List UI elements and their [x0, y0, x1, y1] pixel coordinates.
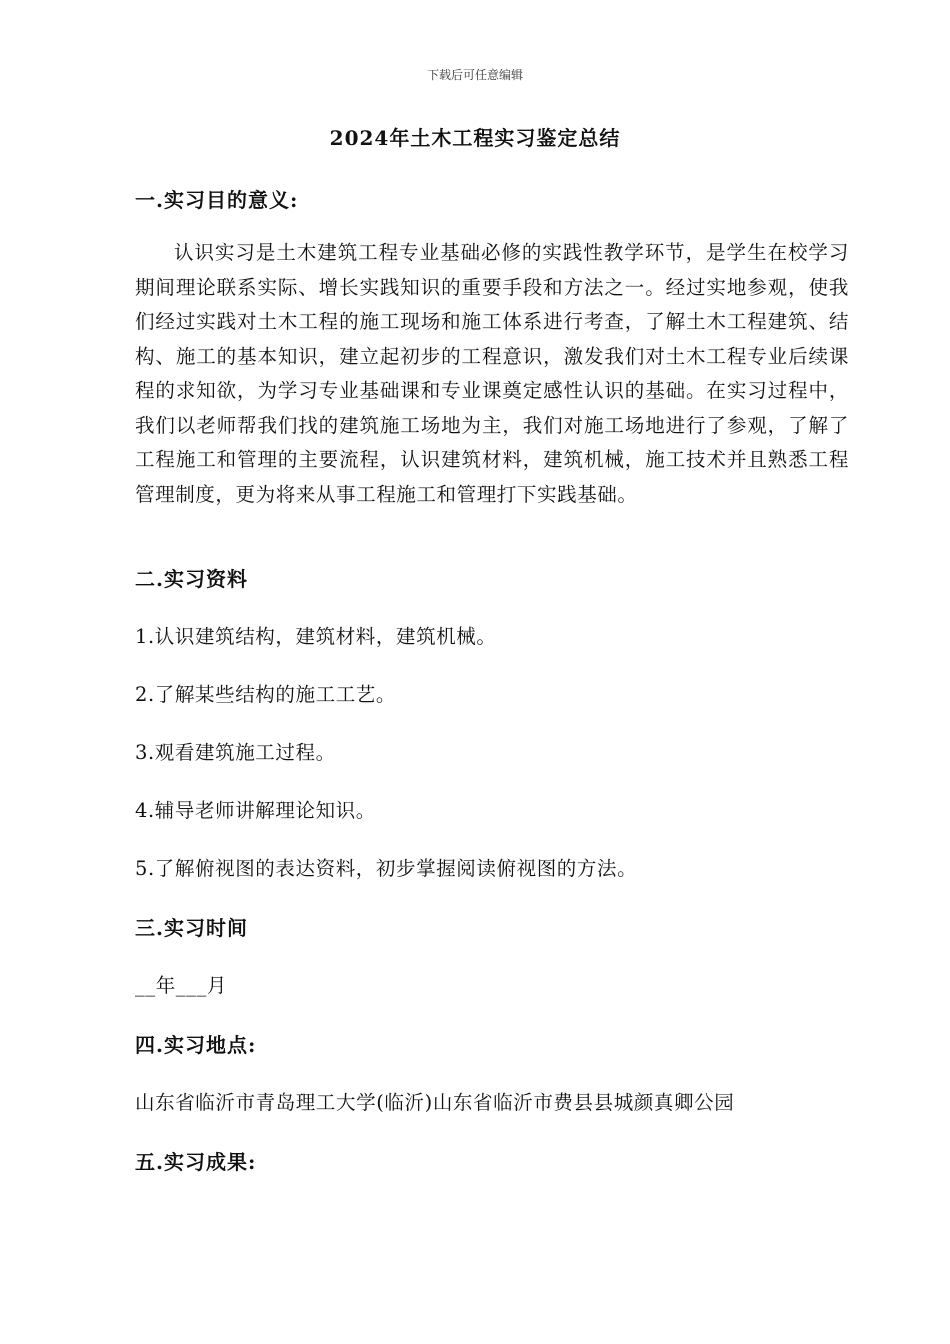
list-item: 3.观看建筑施工过程。: [135, 741, 336, 764]
section-5-heading: 五.实习成果:: [135, 1150, 257, 1174]
header-note: 下载后可任意编辑: [426, 68, 523, 82]
document-title: 2024年土木工程实习鉴定总结: [329, 126, 621, 150]
section-1-paragraph: 认识实习是土木建筑工程专业基础必修的实践性教学环节，是学生在校学习期间理论联系实际、增长实践知识的重要手段和方法之一。经过实地参观，使我们经过实践对土木工程的施工现场和施工体系进行考查，了解土木工程建筑、结构、施工的基本知识，建立起初步的工程意识，激发我们对土木工程专业后续课程的求知欲，为学习专业基础课和专业课奠定感性认识的基础。在实习过程中，我们以老师帮我们找的建筑施工场地为主，我们对施工场地进行了参观，了解了工程施工和管理的主要流程，认识建筑材料，建筑机械，施工技术并且熟悉工程管理制度，更为将来从事工程施工和管理打下实践基础。: [135, 241, 849, 506]
internship-location: 山东省临沂市青岛理工大学(临沂)山东省临沂市费县县城颜真卿公园: [135, 1091, 735, 1114]
section-4-heading: 四.实习地点:: [135, 1033, 257, 1057]
section-3-heading: 三.实习时间: [135, 916, 248, 940]
section-2-heading: 二.实习资料: [135, 567, 248, 591]
list-item: 2.了解某些结构的施工工艺。: [135, 683, 397, 706]
section-1-heading: 一.实习目的意义:: [135, 188, 299, 212]
list-item: 5.了解俯视图的表达资料，初步掌握阅读俯视图的方法。: [135, 857, 638, 880]
list-item: 1.认识建筑结构，建筑材料，建筑机械。: [135, 625, 497, 648]
internship-time: __年___月: [135, 974, 227, 997]
list-item: 4.辅导老师讲解理论知识。: [135, 799, 376, 822]
